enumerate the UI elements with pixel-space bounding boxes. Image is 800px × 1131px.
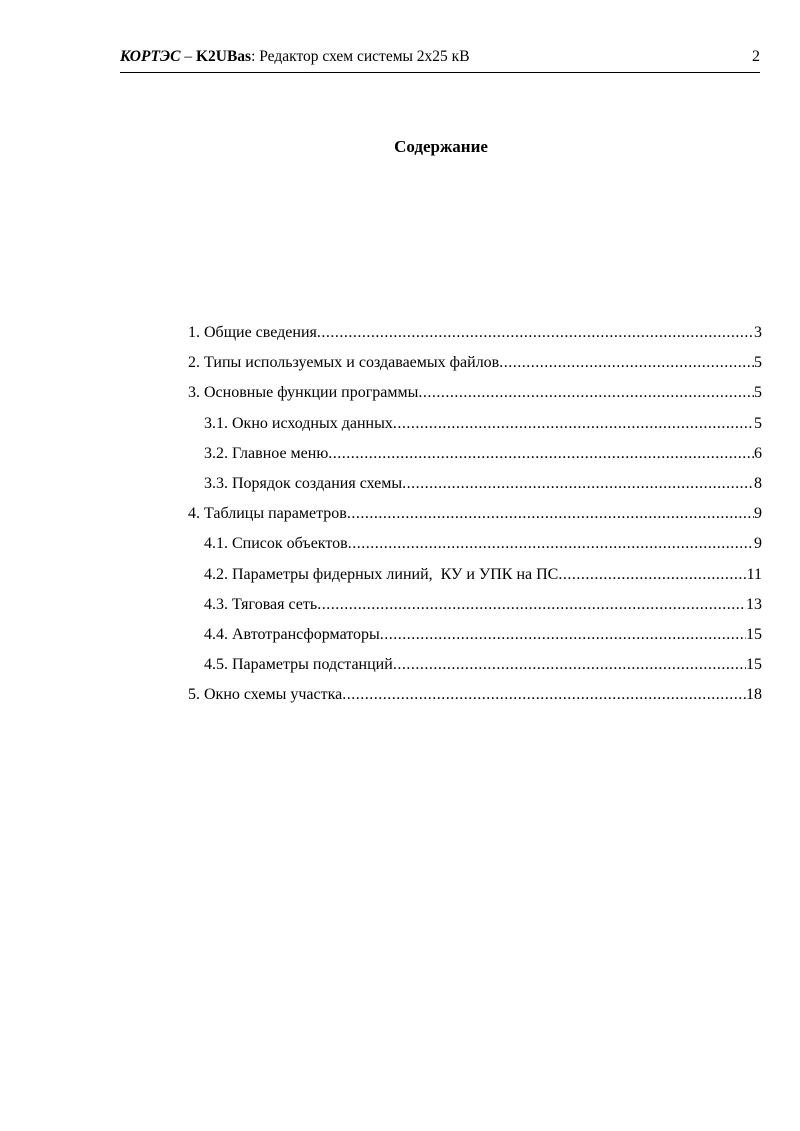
header-divider: [120, 72, 760, 73]
toc-entry[interactable]: [188, 411, 762, 441]
running-header: [120, 48, 760, 70]
toc-entry-page: 11: [746, 565, 762, 583]
toc-entry-page: 9: [754, 535, 762, 553]
toc-entry[interactable]: [188, 562, 762, 592]
page-title: Содержание: [394, 137, 488, 156]
toc-dot-leader: [393, 652, 746, 678]
toc-entry-label: 3.2. Главное меню: [204, 444, 329, 462]
toc-entry-page: 3: [754, 324, 762, 341]
toc-entry[interactable]: [188, 380, 762, 410]
toc-entry-page: 18: [746, 686, 762, 704]
header-dash: –: [180, 48, 196, 65]
toc-entry-label: 3. Основные функции программы: [188, 384, 419, 402]
toc-dot-leader: [499, 350, 754, 376]
header-brand: КОРТЭС: [120, 48, 181, 65]
header-subtitle: : Редактор схем системы 2х25 кВ: [251, 48, 470, 65]
toc-entry[interactable]: [188, 622, 762, 652]
toc-entry[interactable]: [188, 501, 762, 531]
toc-entry[interactable]: [188, 350, 762, 380]
toc-entry[interactable]: [188, 531, 762, 561]
toc-entry-label: 4.1. Список объектов: [204, 535, 348, 553]
toc-entry-page: 5: [754, 384, 762, 402]
toc-entry-page: 15: [746, 656, 762, 674]
toc-entry-page: 5: [754, 414, 762, 432]
header-page-number: 2: [752, 48, 760, 65]
toc-entry-page: 15: [746, 625, 762, 643]
toc-dot-leader: [347, 501, 754, 527]
toc-entry-page: 13: [746, 595, 762, 613]
toc-entry[interactable]: [188, 592, 762, 622]
toc-dot-leader: [380, 622, 746, 648]
toc-entry[interactable]: [188, 682, 762, 712]
toc-entry-page: 9: [754, 505, 762, 523]
toc-dot-leader: [558, 562, 746, 588]
toc-entry-label: 3.1. Окно исходных данных: [204, 414, 393, 432]
toc-entry-label: 4. Таблицы параметров: [188, 505, 347, 523]
toc-entry-label: 2. Типы используемых и создаваемых файлов: [188, 354, 500, 372]
toc-dot-leader: [317, 320, 754, 346]
table-of-contents: [188, 320, 762, 712]
toc-entry-label: 4.5. Параметры подстанций: [204, 656, 393, 674]
toc-entry-label: 1. Общие сведения: [188, 324, 317, 341]
toc-entry-label: 4.3. Тяговая сеть: [204, 595, 318, 613]
toc-dot-leader: [328, 441, 754, 467]
toc-dot-leader: [317, 592, 746, 618]
toc-entry-page: 5: [754, 354, 762, 372]
toc-dot-leader: [342, 682, 746, 708]
toc-entry-page: 6: [754, 444, 762, 462]
toc-entry[interactable]: [188, 320, 762, 350]
toc-dot-leader: [348, 531, 754, 557]
toc-dot-leader: [393, 411, 754, 437]
header-product: K2UBas: [195, 48, 252, 65]
toc-dot-leader: [418, 380, 754, 406]
toc-dot-leader: [402, 471, 754, 497]
toc-entry-label: 4.4. Автотрансформаторы: [204, 625, 380, 643]
toc-entry[interactable]: [188, 441, 762, 471]
toc-entry-label: 4.2. Параметры фидерных линий, КУ и УПК на ПС: [204, 565, 559, 583]
toc-entry[interactable]: [188, 652, 762, 682]
toc-entry-label: 3.3. Порядок создания схемы: [204, 474, 403, 492]
toc-entry-page: 8: [754, 474, 762, 492]
toc-entry-label: 5. Окно схемы участка: [188, 686, 343, 704]
toc-entry[interactable]: [188, 471, 762, 501]
